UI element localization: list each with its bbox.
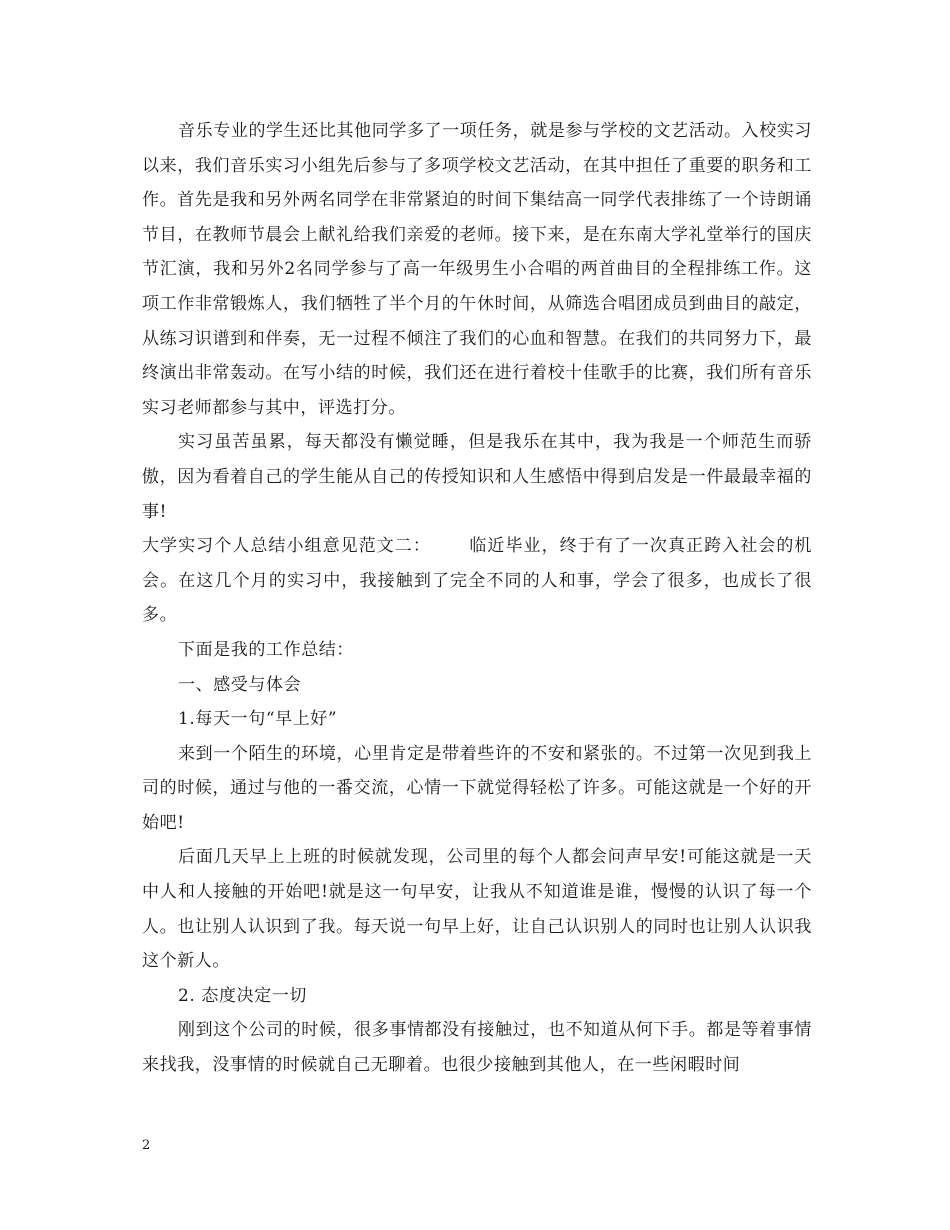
- paragraph-arts-activities: 音乐专业的学生还比其他同学多了一项任务，就是参与学校的文艺活动。入校实习以来，我们音乐实习小组先后参与了多项学校文艺活动，在其中担任了重要的职务和工作。首先是我和另外两名同学在非常紧迫的时间下集结高一同学代表排练了一个诗朗诵节目，在教师节晨会上献礼给我们亲爱的老师。接下来，是在东南大学礼堂举行的国庆节汇演，我和另外2名同学参与了高一年级男生小合唱的两首曲目的全程排练工作。这项工作非常锻炼人，我们牺牲了半个月的午休时间，从筛选合唱团成员到曲目的敲定，从练习识谱到和伴奏，无一过程不倾注了我们的心血和智慧。在我们的共同努力下，最终演出非常轰动。在写小结的时候，我们还在进行着校十佳歌手的比赛，我们所有音乐实习老师都参与其中，评选打分。: [142, 121, 812, 418]
- document-body: [142, 114, 812, 1083]
- subheading-attitude: 2. 态度决定一切: [178, 985, 308, 1006]
- subheading-feelings: 一、感受与体会: [178, 674, 302, 695]
- section-intro-text: 临近毕业，终于有了一次真正跨入社会的机会。在这几个月的实习中，我接触到了完全不同的人和事，学会了很多，也成长了很多。: [142, 536, 812, 626]
- paragraph-first-days: 刚到这个公司的时候，很多事情都没有接触过，也不知道从何下手。都是等着事情来找我，没事情的时候就自己无聊着。也很少接触到其他人，在一些闲暇时间: [142, 1020, 812, 1076]
- paragraph-new-environment: 来到一个陌生的环境，心里肯定是带着些许的不安和紧张的。不过第一次见到我上司的时候，通过与他的一番交流，心情一下就觉得轻松了许多。可能这就是一个好的开始吧!: [142, 743, 812, 833]
- section-heading: 大学实习个人总结小组意见范文二：: [142, 536, 431, 557]
- page-number: 2: [142, 1138, 151, 1153]
- paragraph-sample-two: [142, 529, 812, 633]
- subheading-good-morning: 1.每天一句“早上好”: [178, 709, 338, 730]
- paragraph-internship-pride: 实习虽苦虽累，每天都没有懒觉睡，但是我乐在其中，我为我是一个师范生而骄傲，因为看着自己的学生能从自己的传授知识和人生感悟中得到启发是一件最最幸福的事!: [142, 432, 812, 522]
- paragraph-summary-intro: 下面是我的工作总结：: [178, 639, 354, 660]
- paragraph-morning-greetings: 后面几天早上上班的时候就发现，公司里的每个人都会问声早安!可能这就是一天中人和人接触的开始吧!就是这一句早安，让我从不知道谁是谁，慢慢的认识了每一个人。也让别人认识到了我。每天说一句早上好，让自己认识别人的同时也让别人认识我这个新人。: [142, 847, 812, 972]
